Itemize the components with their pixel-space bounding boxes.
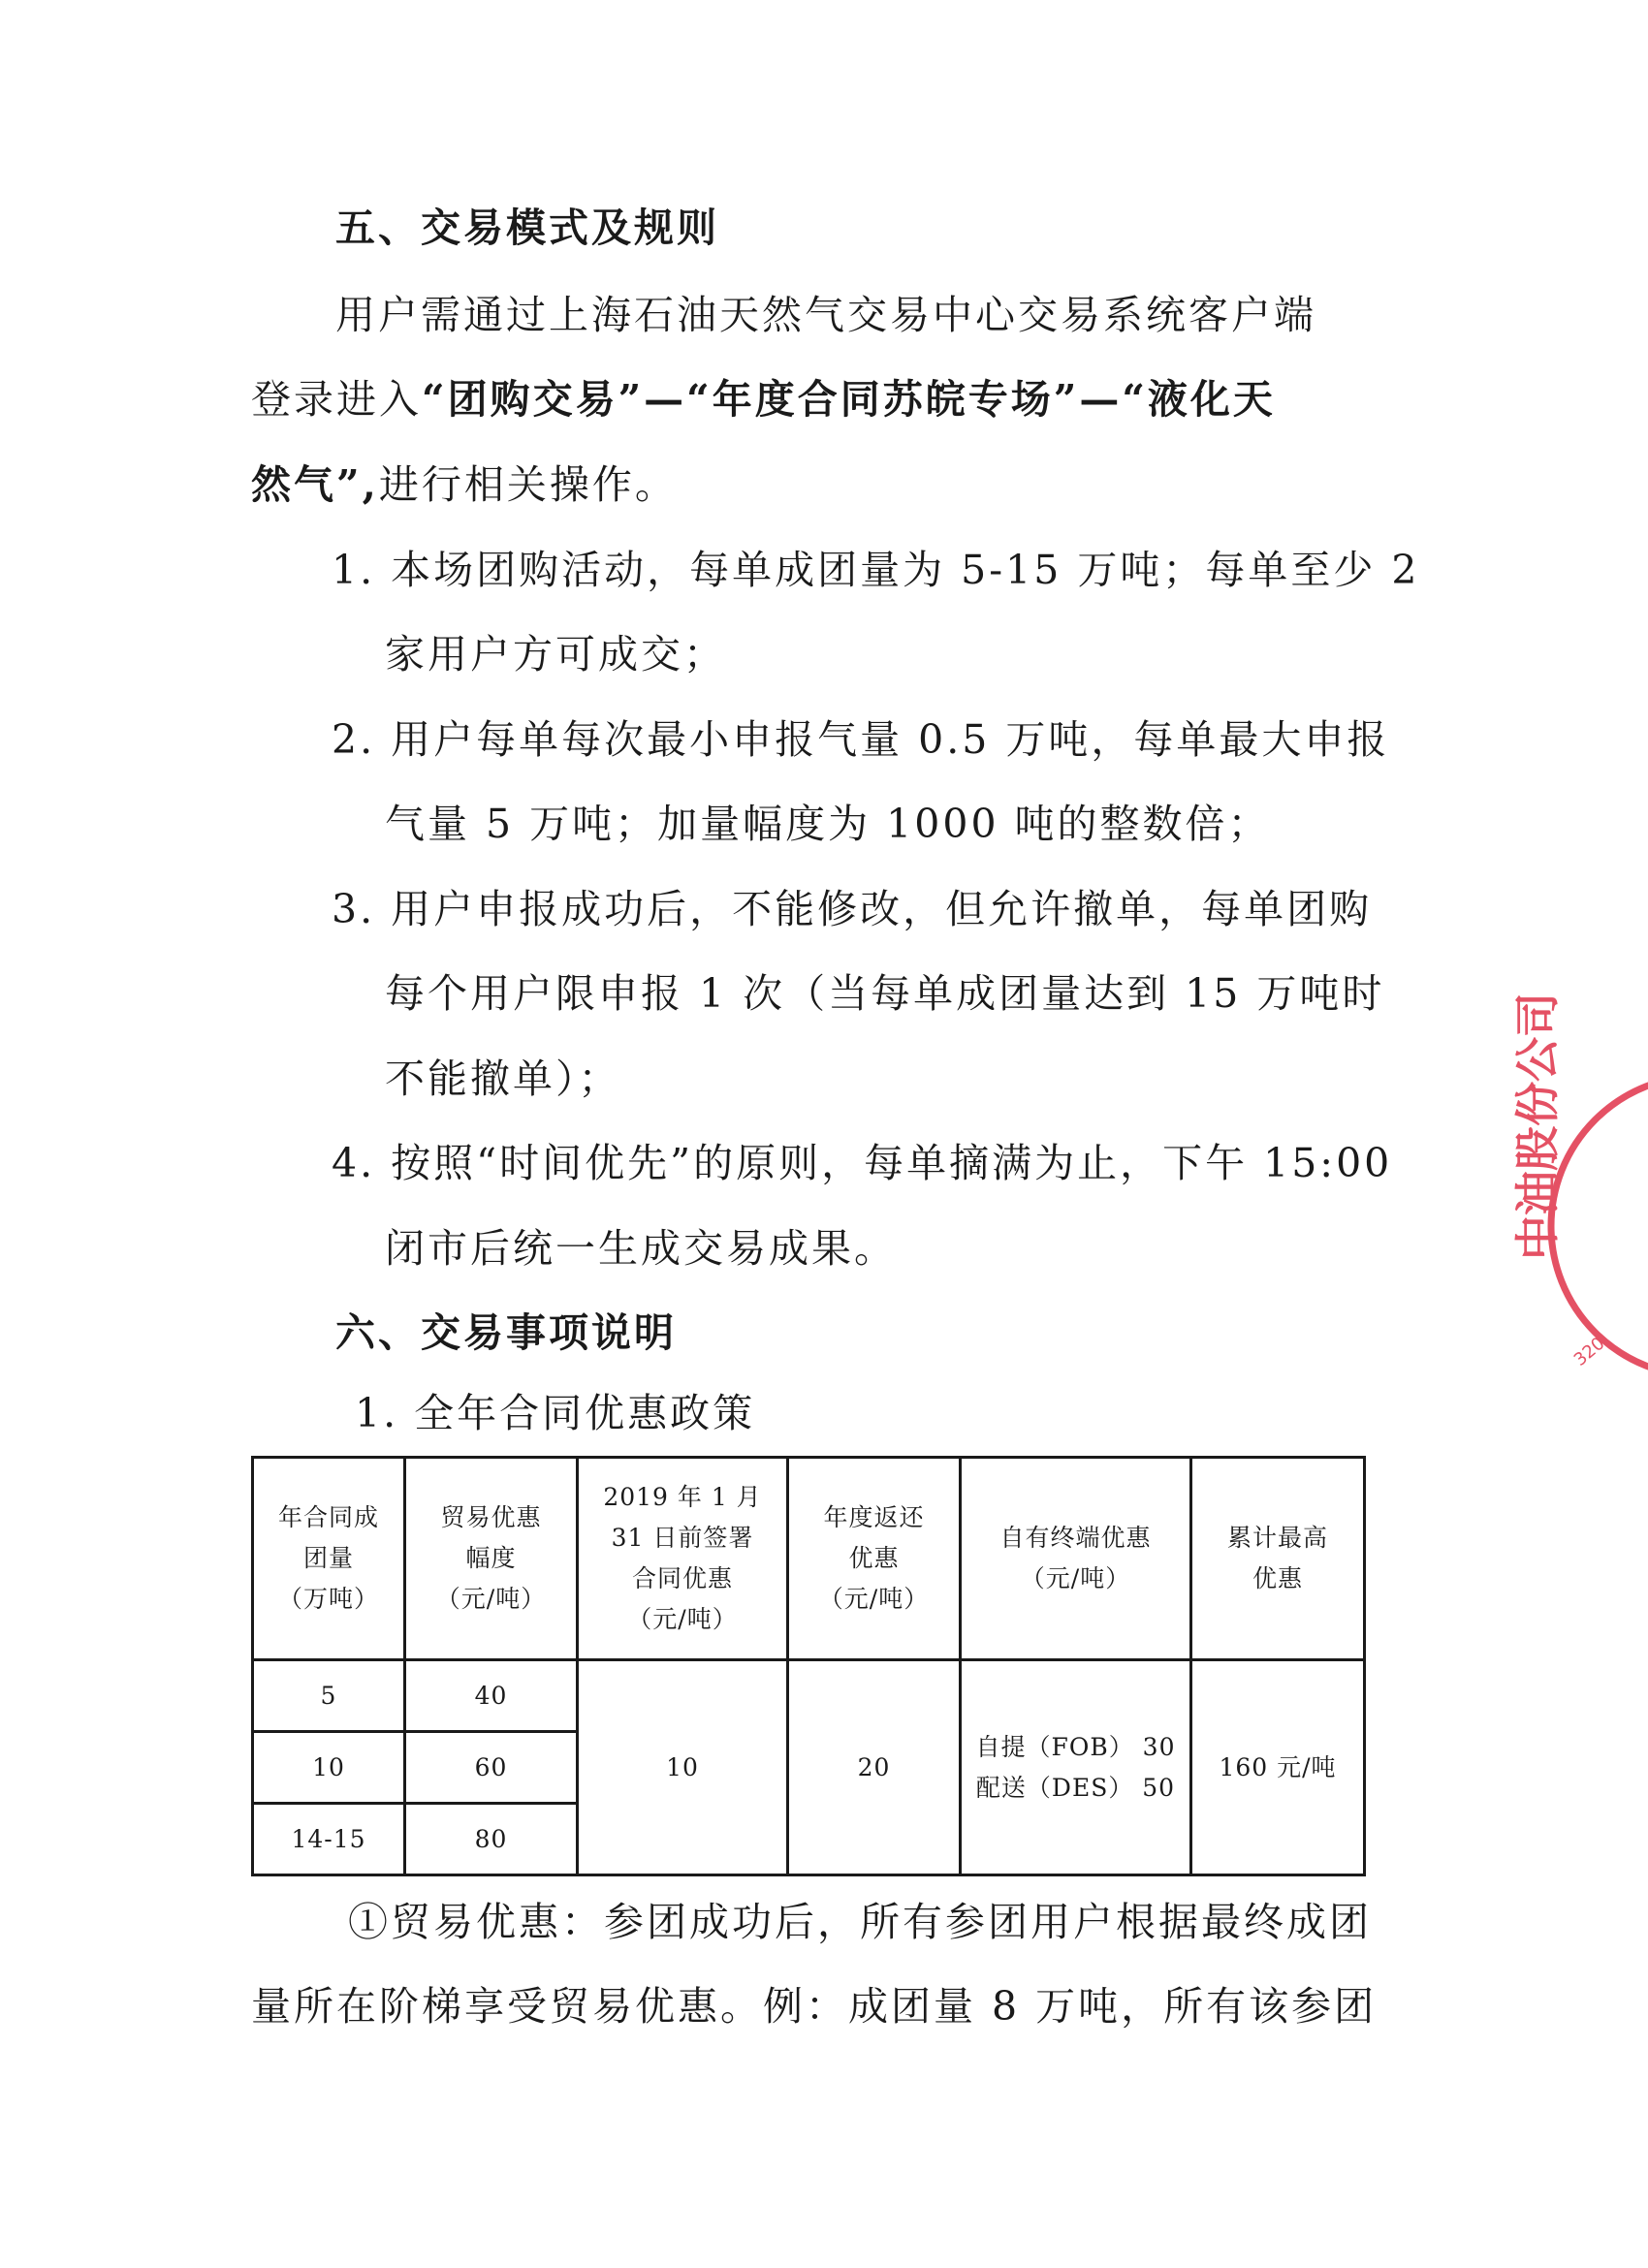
rule-2-line-2: 气量 5 万吨；加量幅度为 1000 吨的整数倍； bbox=[385, 801, 1271, 847]
cell-trade: 80 bbox=[405, 1804, 578, 1875]
rule-3-line-2: 每个用户限申报 1 次（当每单成团量达到 15 万吨时 bbox=[385, 970, 1385, 1017]
cell-terminal: 自提（FOB） 30 配送（DES） 50 bbox=[961, 1660, 1191, 1875]
cell-early-sign: 10 bbox=[578, 1660, 788, 1875]
seal-ring bbox=[1551, 1076, 1648, 1376]
header-annual-return: 年度返还 优惠 （元/吨） bbox=[788, 1458, 961, 1660]
intro-bold-path-end: 然气”, bbox=[251, 461, 379, 508]
rule-2-line-1: 2. 用户每单每次最小申报气量 0.5 万吨，每单最大申报 bbox=[332, 716, 1390, 763]
preferential-policy-table bbox=[251, 1456, 1366, 1876]
header-trade-discount: 贸易优惠 幅度 （元/吨） bbox=[405, 1458, 578, 1660]
intro-line-1: 用户需通过上海石油天然气交易中心交易系统客户端 bbox=[335, 292, 1316, 338]
cell-volume: 5 bbox=[253, 1660, 405, 1732]
header-volume: 年合同成 团量 （万吨） bbox=[253, 1458, 405, 1660]
cell-annual-return: 20 bbox=[788, 1660, 961, 1875]
rule-1-line-1: 1. 本场团购活动，每单成团量为 5-15 万吨；每单至少 2 bbox=[332, 547, 1420, 593]
intro-bold-path: “团购交易”—“年度合同苏皖专场”—“液化天 bbox=[422, 376, 1276, 423]
table-row bbox=[253, 1660, 1365, 1732]
cell-trade: 60 bbox=[405, 1732, 578, 1804]
header-terminal-discount: 自有终端优惠 （元/吨） bbox=[961, 1458, 1191, 1660]
section-6-heading: 六、交易事项说明 bbox=[335, 1309, 677, 1356]
cell-trade: 40 bbox=[405, 1660, 578, 1732]
intro-line-2 bbox=[251, 370, 1276, 428]
rule-3-line-1: 3. 用户申报成功后，不能修改，但允许撤单，每单团购 bbox=[332, 886, 1373, 932]
header-max-discount: 累计最高 优惠 bbox=[1191, 1458, 1365, 1660]
rule-4-line-2: 闭市后统一生成交易成果。 bbox=[385, 1225, 897, 1272]
rule-4-line-1: 4. 按照“时间优先”的原则，每单摘满为止，下午 15:00 bbox=[332, 1140, 1393, 1186]
table-header-row bbox=[253, 1458, 1365, 1660]
company-seal bbox=[1511, 992, 1648, 1386]
cell-max-total: 160 元/吨 bbox=[1191, 1660, 1365, 1875]
rule-1-line-2: 家用户方可成交； bbox=[385, 631, 726, 677]
seal-code: 320 bbox=[1569, 1333, 1609, 1370]
section-5-heading: 五、交易模式及规则 bbox=[335, 205, 719, 251]
cell-volume: 14-15 bbox=[253, 1804, 405, 1875]
rule-3-line-3: 不能撤单）； bbox=[385, 1055, 621, 1102]
cell-volume: 10 bbox=[253, 1732, 405, 1804]
intro-line-3 bbox=[251, 456, 678, 514]
note-line-2: 量所在阶梯享受贸易优惠。例：成团量 8 万吨，所有该参团 bbox=[251, 1983, 1378, 2030]
subsection-1-title: 1. 全年合同优惠政策 bbox=[355, 1390, 756, 1436]
header-early-sign: 2019 年 1 月 31 日前签署 合同优惠 （元/吨） bbox=[578, 1458, 788, 1660]
intro-text: 登录进入 bbox=[251, 376, 422, 423]
note-line-1: ①贸易优惠：参团成功后，所有参团用户根据最终成团 bbox=[348, 1899, 1372, 1945]
intro-text-end: 进行相关操作。 bbox=[378, 461, 678, 508]
seal-text: 中油股份公司 bbox=[1511, 992, 1564, 1260]
